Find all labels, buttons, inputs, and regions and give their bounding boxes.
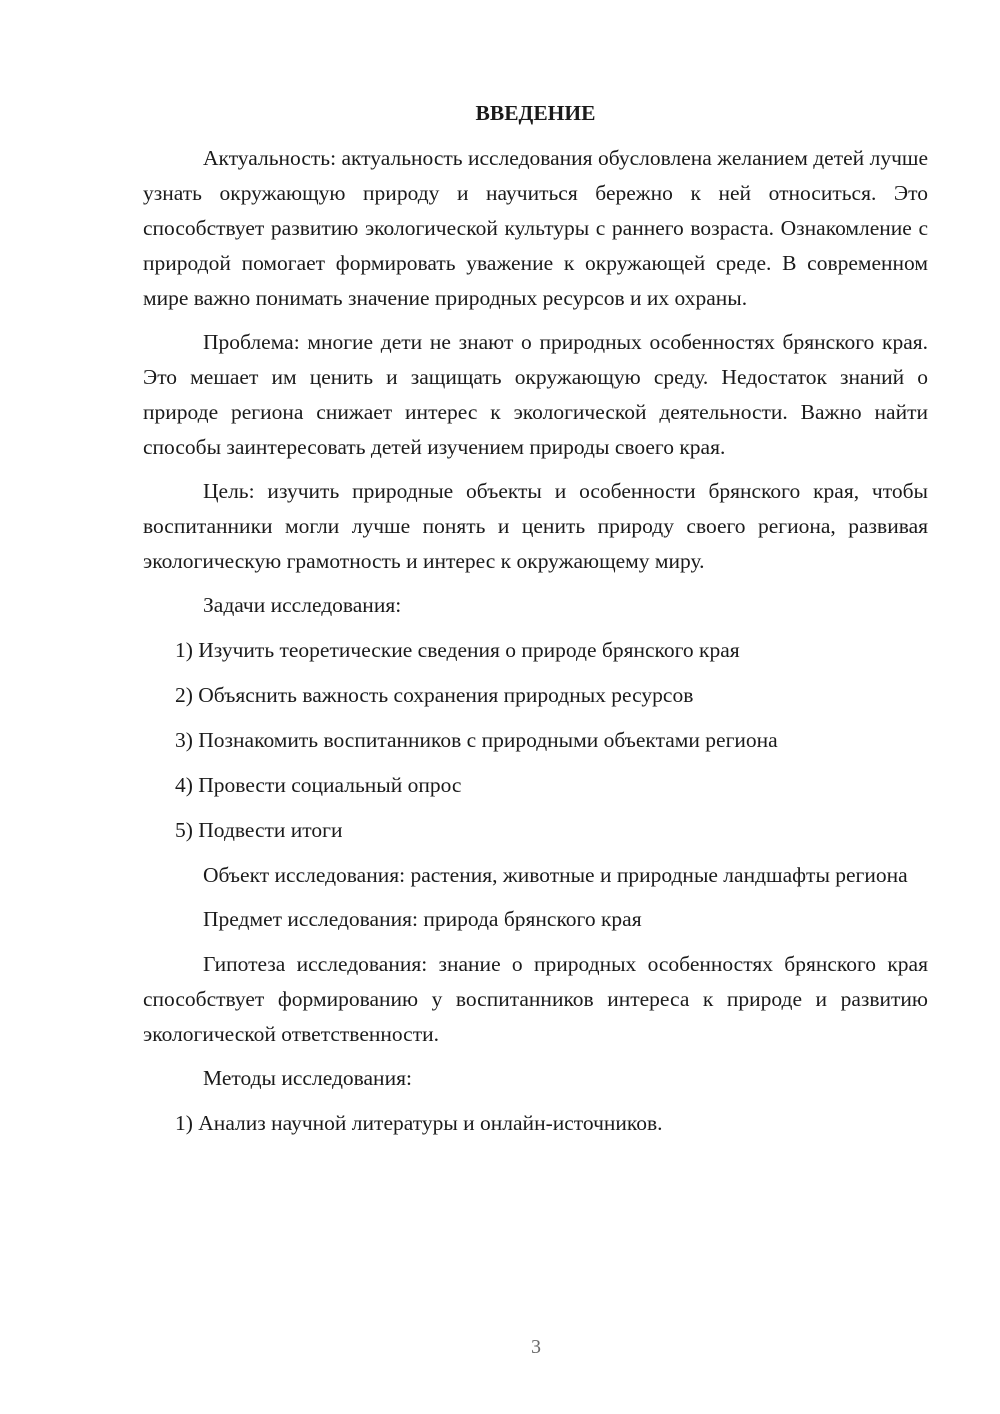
task-item: 4) Провести социальный опрос	[175, 773, 462, 797]
task-item: 2) Объяснить важность сохранения природных ресурсов	[175, 683, 694, 707]
subject-paragraph: Предмет исследования: природа брянского края	[203, 907, 642, 931]
task-item: 5) Подвести итоги	[175, 818, 343, 842]
section-heading: ВВЕДЕНИЕ	[475, 101, 596, 125]
task-item: 3) Познакомить воспитанников с природными объектами региона	[175, 728, 778, 752]
tasks-heading: Задачи исследования:	[203, 593, 402, 617]
page-content	[143, 96, 928, 1151]
page-number: 3	[531, 1336, 541, 1358]
relevance-paragraph: Актуальность: актуальность исследования обусловлена желанием детей лучше узнать окружающую природу и научиться бережно к ней относиться. Это способствует развитию экологической культуры с раннего возраста. Ознакомление с природой помогает формировать уважение к окружающей среде. В современном мире важно понимать значение природных ресурсов и их охраны.	[143, 146, 928, 310]
problem-paragraph: Проблема: многие дети не знают о природных особенностях брянского края. Это мешает им ценить и защищать окружающую среду. Недостаток знаний о природе региона снижает интерес к экологической деятельности. Важно найти способы заинтересовать детей изучением природы своего края.	[143, 330, 928, 459]
methods-list	[143, 1106, 928, 1141]
hypothesis-paragraph: Гипотеза исследования: знание о природных особенностях брянского края способствует формированию у воспитанников интереса к природе и развитию экологической ответственности.	[143, 952, 928, 1046]
tasks-list	[143, 633, 928, 848]
object-paragraph: Объект исследования: растения, животные и природные ландшафты региона	[203, 863, 908, 887]
methods-heading: Методы исследования:	[203, 1066, 412, 1090]
task-item: 1) Изучить теоретические сведения о природе брянского края	[175, 638, 740, 662]
method-item: 1) Анализ научной литературы и онлайн-источников.	[175, 1111, 663, 1135]
goal-paragraph: Цель: изучить природные объекты и особенности брянского края, чтобы воспитанники могли лучше понять и ценить природу своего региона, развивая экологическую грамотность и интерес к окружающему миру.	[143, 479, 928, 573]
